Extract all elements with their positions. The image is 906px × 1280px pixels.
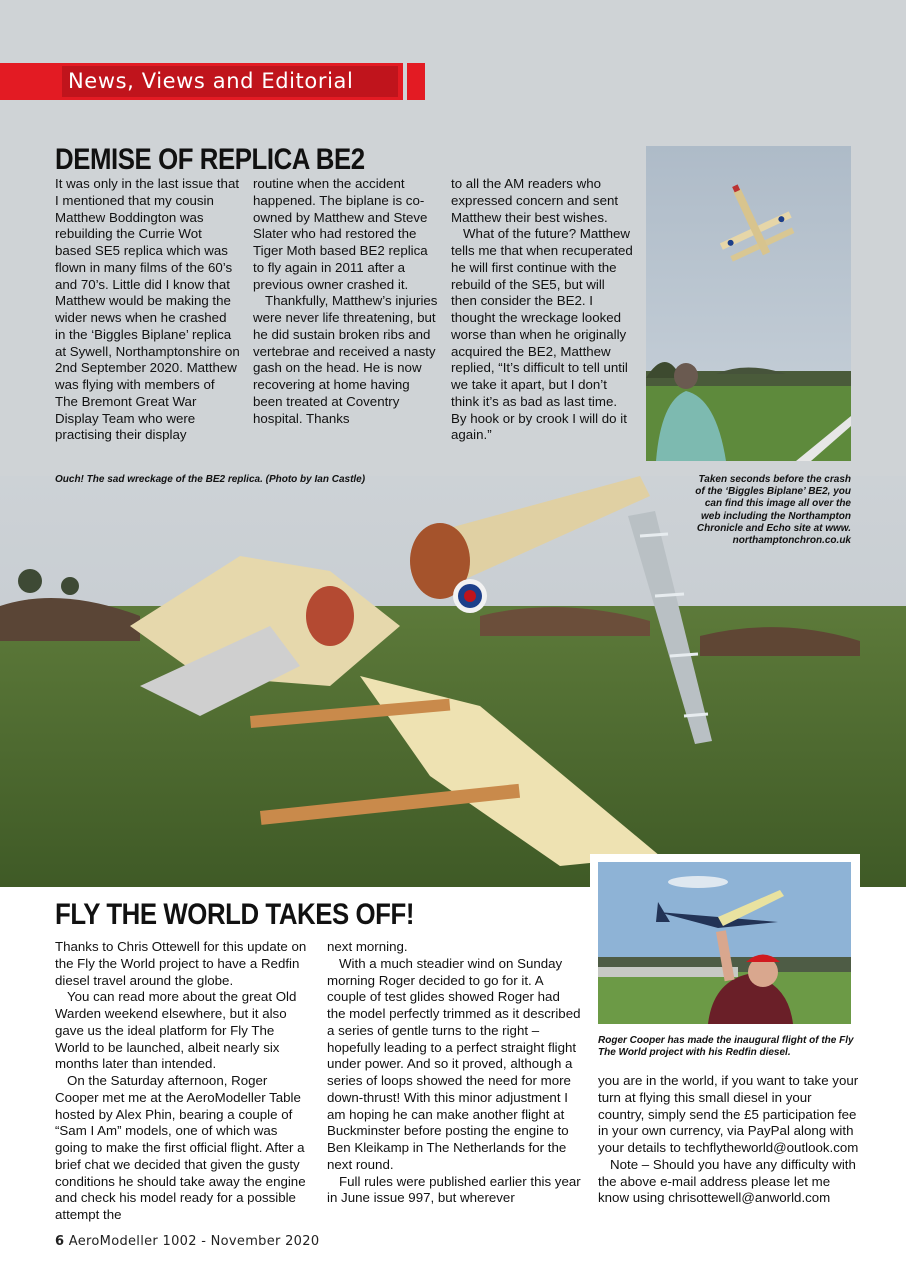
paragraph: With a much steadier wind on Sunday morning Roger decided to go for it. A couple of test glides showed Roger had the model perfectly trimmed as it described a series of gentle turns to the right – hopefully leading to a perfect straight flight under power. And so it proved, although a series of loops showed the need for more down-thrust! With this minor adjustment I am hoping he can make another flight at Buckminster before posting the engine to Ben Kleikamp in The Netherlands for the next round. (327, 955, 581, 1172)
section-banner-end (407, 63, 425, 100)
magazine-name: AeroModeller (68, 1234, 159, 1249)
flight-photo-caption: Taken seconds before the crash of the ‘Biggles Biplane’ BE2, you can find this image all over the web including the Northampton Chronicle and Echo site at www. northamptonchron.co.uk (695, 474, 851, 547)
section-label: News, Views and Editorial (62, 66, 398, 97)
wreckage-caption: Ouch! The sad wreckage of the BE2 replica. (Photo by Ian Castle) (55, 474, 366, 485)
paragraph: you are in the world, if you want to take your turn at flying this small diesel in your country, simply send the £5 participation fee in your own currency, via PayPal along with your details to techflytheworld@outlook.com (598, 1073, 859, 1155)
paragraph: You can read more about the great Old Warden weekend elsewhere, but it also gave us the ideal platform for Fly The World to be launched, albeit nearly six months later than intended. (55, 989, 297, 1072)
article2-title: FLY THE WORLD TAKES OFF! (55, 898, 414, 931)
article1-column-2 (253, 176, 438, 427)
article1-column-1 (55, 176, 240, 444)
paragraph: Note – Should you have any difficulty with the above e-mail address please let me know using chrisottewell@anworld.com (598, 1156, 856, 1206)
paragraph: Thankfully, Matthew’s injuries were never life threatening, but he did sustain broken ribs and vertebrae and received a nasty gash on the head. He is now recovering at home having been treated at Coventry hospital. Thanks (253, 293, 438, 426)
paragraph: What of the future? Matthew tells me that when recuperated he will first continue with the rebuild of the SE5, but will then consider the BE2. I thought the wreckage looked worse than when he originally acquired the BE2, Matthew replied, “It’s difficult to tell until we take it apart, but I don’t think it’s as bad as last time. By hook or by crook I will do it again.” (451, 226, 633, 443)
page-footer (55, 1234, 319, 1249)
paragraph: On the Saturday afternoon, Roger Cooper met me at the AeroModeller Table hosted by Alex Phin, bearing a couple of “Sam I Am” models, one of which was going to make the first official flight. After a brief chat we decided that given the gusty conditions he should take away the engine and check his model ready for a possible attempt the (55, 1073, 306, 1222)
article2-column-3 (598, 1073, 860, 1207)
issue-info: 1002 - November 2020 (162, 1234, 320, 1249)
biplane-flight-photo (646, 146, 851, 461)
paragraph: It was only in the last issue that I mentioned that my cousin Matthew Boddington was rebuilding the Currie Wot based SE5 replica which was flown in many films of the 60’s and 70’s. Little did I know that Matthew would be making the wider news when he crashed in the ‘Biggles Biplane’ replica at Sywell, Northamptonshire on 2nd September 2020. Matthew was flying with members of The Bremont Great War Display Team who were practising their display (55, 176, 240, 443)
paragraph: routine when the accident happened. The biplane is co-owned by Matthew and Steve Slater who had restored the Tiger Moth based BE2 replica to fly again in 2011 after a previous owner crashed it. (253, 176, 428, 292)
article2-column-2 (327, 939, 582, 1207)
paragraph: Thanks to Chris Ottewell for this update on the Fly the World project to have a Redfin diesel travel around the globe. (55, 939, 307, 988)
paragraph: next morning. (327, 939, 408, 954)
paragraph: Full rules were published earlier this year in June issue 997, but wherever (327, 1173, 581, 1206)
roger-caption: Roger Cooper has made the inaugural flight of the Fly The World project with his Redfin diesel. (598, 1035, 854, 1059)
article1-title: DEMISE OF REPLICA BE2 (55, 143, 365, 176)
paragraph: to all the AM readers who expressed concern and sent Matthew their best wishes. (451, 176, 619, 225)
roger-cooper-photo (598, 862, 851, 1024)
article2-column-1 (55, 939, 308, 1224)
page-number: 6 (55, 1234, 65, 1249)
article1-column-3 (451, 176, 633, 444)
